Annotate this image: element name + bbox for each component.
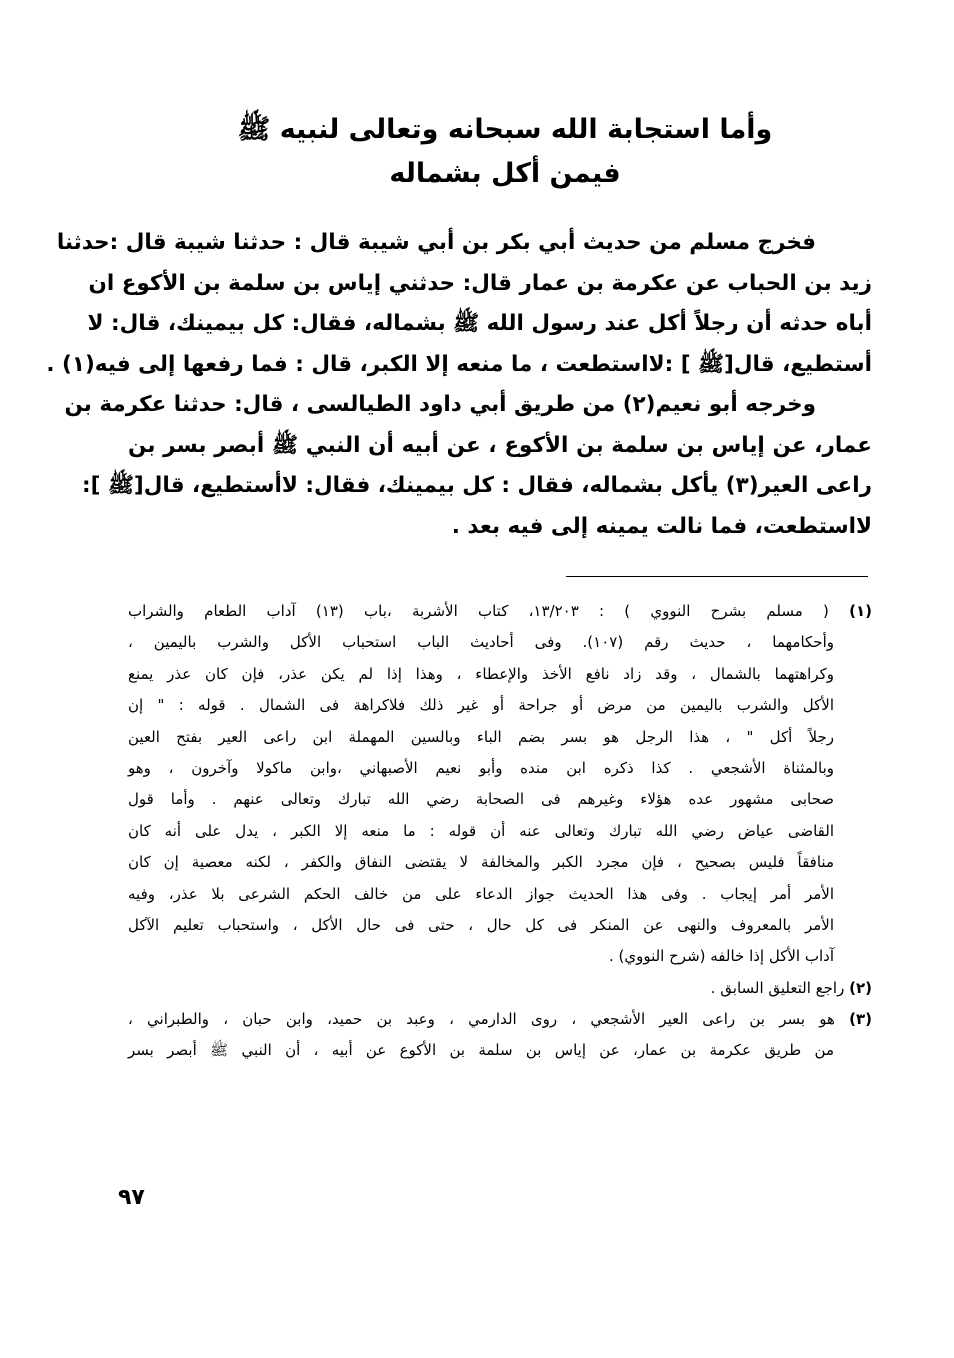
footnote-1-line: الأمر أمر إيجاب . وفى هذا الحديث جواز الدعاء على من خالف الحكم الشرعى بلا عذر، وفيه [128, 884, 834, 903]
title-line-2: فيمن أكل بشماله [389, 158, 621, 189]
body-line: فخرج مسلم من حديث أبي بكر بن أبي شيبة قال : حدثنا شيبة قال :حدثنا [56, 230, 816, 255]
body-line: وخرجه أبو نعيم(٢) من طريق أبي داود الطيالسى ، قال: حدثنا عكرمة بن [64, 392, 816, 417]
footnote-1-line: رجلاً أكل " ، هذا الرجل هو بسر بضم الباء وبالسين المهملة ابن راعى العير بفتح العين [128, 727, 834, 746]
body-line: لااستطعت، فما نالت يمينه إلى فيه بعد . [451, 513, 872, 539]
footnotes [128, 596, 872, 1067]
title-line-1: وأما استجابة الله سبحانه وتعالى لنبيه ﷺ [237, 114, 773, 145]
footnote-separator [566, 576, 868, 577]
footnote-text: هو بسر بن راعى العير الأشجعي ، روى الدارمي ، وعبد بن حميد، وابن حبان ، والطبراني ، [128, 1010, 835, 1029]
body-line: أباه حدثه أن رجلاً أكل عند رسول الله ﷺ بشماله، فقال: كل بيمينك، قال: لا [87, 311, 872, 336]
body-line: زيد بن الحباب عن عكرمة بن عمار قال: حدثني إياس بن سلمة بن الأكوع ان [88, 270, 872, 296]
footnote-text: ( مسلم بشرح النووي ) : ١٣/٢٠٣، كتاب الأشربة ،باب (١٣) آداب الطعام والشراب [128, 602, 829, 620]
footnote-1-line: وبالمثناة الأشجعي . كذا ذكره ابن منده وأبو نعيم الأصبهاني ،وابن ماكولا وآخرون ، وهو [128, 758, 834, 777]
footnote-3-line [128, 1004, 872, 1035]
body-line: أستطيع، قال[ﷺ ] :لااستطعت ، ما منعه إلا الكبر، قال : فما رفعها إلى فيه(١) . [46, 351, 872, 377]
footnote-number: (١) [849, 602, 872, 620]
footnote-2-line [128, 973, 872, 1004]
footnote-1-line: وكراهتهما بالشمال ، وقد زاد نافع الأخذ والإعطاء ، وهذا إذا لم يكن عذر، فإن كان عذر يمنع [128, 664, 834, 683]
footnote-number: (٢) [849, 978, 872, 997]
footnote-number: (٣) [849, 1010, 872, 1029]
footnote-1-line: الأكل والشرب باليمين من مرض أو جراحة أو غير ذلك فلاكراهة فى الشمال . قوله : " إن [128, 696, 834, 715]
main-paragraph [46, 223, 872, 547]
section-title [140, 108, 870, 196]
footnote-1-line: آداب الأكل إذا خالفه (شرح النووي) . [608, 947, 834, 966]
footnote-1-line: منافقاً فليس بصحيح ، فإن مجرد الكبر والمخالفة لا يقتضى النفاق والكفر ، لكنه معصية إن كان [128, 853, 834, 872]
page-number: ٩٧ [118, 1185, 145, 1210]
footnote-1-line: القاضى عياض رضي الله تبارك وتعالى عنه أن قوله : ما منعه إلا الكبر ، يدل على أنه كان [128, 821, 834, 840]
footnote-1-line: وأحكامهما ، حديث رقم (١٠٧). وفى أحاديث الباب استحباب الأكل والشرب باليمين ، [128, 633, 834, 652]
footnote-1-line: الأمر بالمعروف والنهى عن المنكر فى كل حال ، حتى فى حال الأكل ، واستحباب تعليم الآكل [128, 915, 834, 934]
footnote-text: راجع التعليق السابق . [710, 978, 845, 997]
body-line: راعى العير(٣) يأكل بشماله، فقال : كل بيمينك، فقال: لاأستطيع، قال[ﷺ ]: [82, 473, 872, 498]
footnote-3-line: من طريق عكرمة بن عمار، عن إياس بن سلمة بن الأكوع عن أبيه ، أن النبي ﷺ أبصر بسر [128, 1041, 834, 1060]
footnote-1-line: صحابى مشهور عده هؤلاء وغيرهم فى الصحابة رضي الله تبارك وتعالى عنهم . وأما قول [128, 790, 834, 809]
body-line: عمار، عن إياس بن سلمة بن الأكوع ، عن أبيه أن النبي ﷺ أبصر بسر بن [128, 432, 872, 458]
footnote-1-line [128, 596, 872, 627]
